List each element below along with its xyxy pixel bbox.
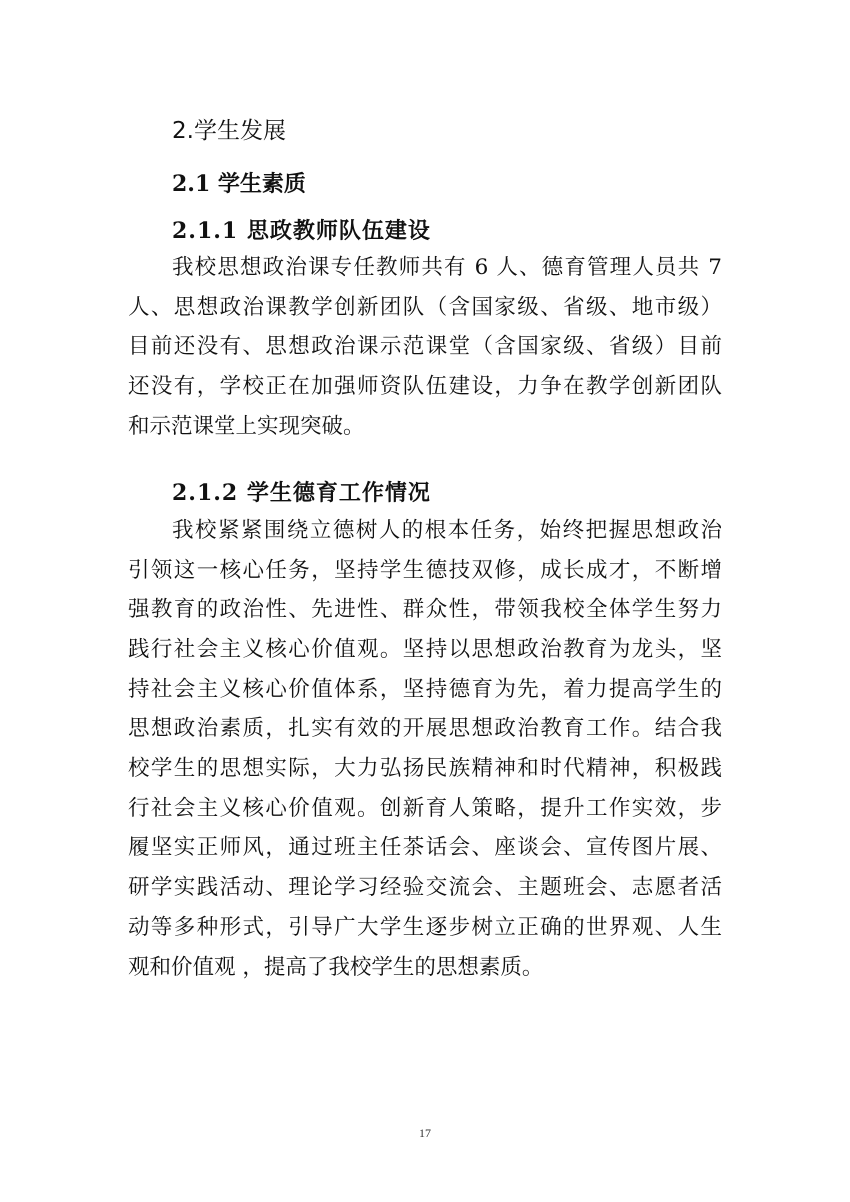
heading-moral-education: 2.1.2 学生德育工作情况 (172, 480, 431, 506)
paragraph-line: 持社会主义核心价值体系，坚持德育为先，着力提高学生的 (128, 677, 722, 702)
paragraph-line: 行社会主义核心价值观。创新育人策略，提升工作实效，步 (128, 796, 722, 821)
paragraph-line: 践行社会主义核心价值观。坚持以思想政治教育为龙头，坚 (128, 637, 722, 662)
paragraph-line: 动等多种形式，引导广大学生逐步树立正确的世界观、人生 (128, 915, 722, 940)
paragraph-line: 观和价值观 ，提高了我校学生的思想素质。 (128, 955, 544, 980)
paragraph-line: 强教育的政治性、先进性、群众性，带领我校全体学生努力 (128, 597, 722, 622)
paragraph-line: 和示范课堂上实现突破。 (128, 414, 365, 439)
paragraph-line: 还没有，学校正在加强师资队伍建设，力争在教学创新团队 (128, 374, 722, 399)
paragraph-line: 研学实践活动、理论学习经验交流会、主题班会、志愿者活 (128, 875, 722, 900)
paragraph-line: 目前还没有、思想政治课示范课堂（含国家级、省级）目前 (128, 334, 722, 359)
heading-student-development: 2.学生发展 (172, 118, 286, 144)
paragraph-line: 校学生的思想实际，大力弘扬民族精神和时代精神，积极践 (128, 756, 722, 781)
paragraph-line: 履坚实正师风，通过班主任茶话会、座谈会、宣传图片展、 (128, 835, 722, 860)
paragraph-line: 我校紧紧围绕立德树人的根本任务，始终把握思想政治 (172, 518, 722, 543)
paragraph-line: 引领这一核心任务，坚持学生德技双修，成长成才，不断增 (128, 558, 722, 583)
heading-teacher-team: 2.1.1 思政教师队伍建设 (172, 218, 431, 244)
paragraph-line: 思想政治素质，扎实有效的开展思想政治教育工作。结合我 (128, 716, 722, 741)
page-number: 17 (419, 1126, 431, 1140)
heading-student-quality: 2.1 学生素质 (172, 171, 306, 197)
paragraph-line: 我校思想政治课专任教师共有 6 人、德育管理人员共 7 (172, 255, 722, 280)
paragraph-line: 人、思想政治课教学创新团队（含国家级、省级、地市级） (128, 295, 722, 320)
